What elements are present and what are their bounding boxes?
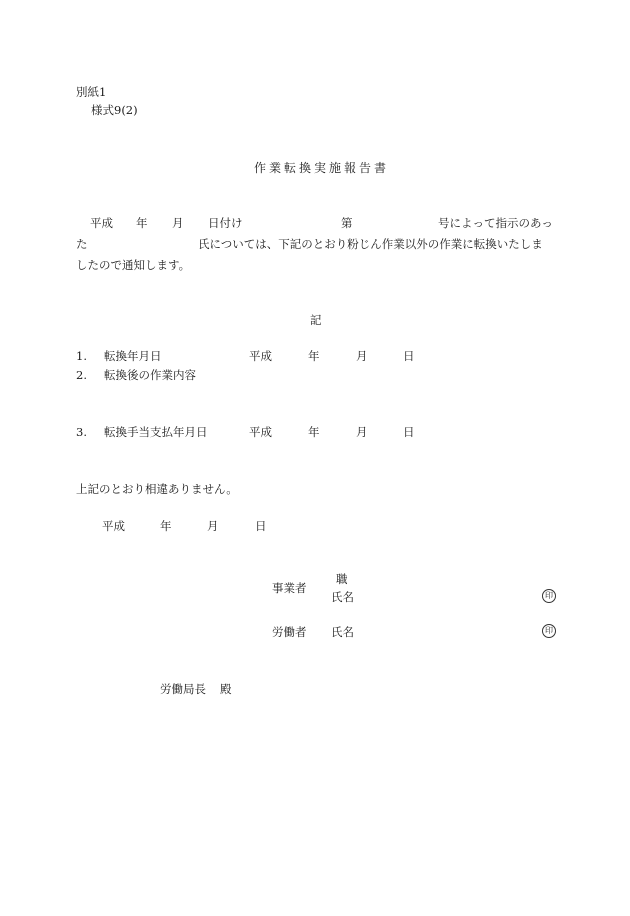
worker-name-label: 氏名 [331,625,354,639]
addressee-name: 労働局長 [160,682,206,696]
intro-line2-start: た [76,237,88,251]
item-3-year: 年 [308,425,320,439]
item-3-label: 転換手当支払年月日 [104,425,208,439]
employer-seal: 印 [542,589,556,603]
item-3-day: 日 [403,425,415,439]
item-1-month: 月 [356,349,368,363]
intro-month-unit: 月 [172,216,184,230]
item-1-number: 1. [76,349,87,363]
intro-line3: したので通知します。 [76,258,191,272]
annex-label: 別紙1 [76,85,107,99]
item-1-day: 日 [403,349,415,363]
employer-position-label: 職 [336,572,348,586]
ki-heading: 記 [310,313,322,327]
item-3-era: 平成 [249,425,272,439]
intro-gou-text: 号によって指示のあっ [438,216,553,230]
item-3-number: 3. [76,425,87,439]
confirmation-text: 上記のとおり相違ありません。 [76,482,238,496]
employer-label: 事業者 [272,581,307,595]
worker-seal: 印 [542,624,556,638]
date-era: 平成 [102,519,125,533]
item-2-number: 2. [76,368,87,382]
document-title: 作業転換実施報告書 [254,161,390,175]
item-1-label: 転換年月日 [104,349,162,363]
employer-name-label: 氏名 [331,590,354,604]
intro-dated: 日付け [208,216,243,230]
date-month: 月 [207,519,219,533]
date-year: 年 [160,519,172,533]
addressee-honorific: 殿 [220,682,232,696]
intro-era: 平成 [90,216,113,230]
date-day: 日 [255,519,267,533]
form-number: 様式9(2) [91,103,138,117]
intro-year-unit: 年 [136,216,148,230]
item-3-month: 月 [356,425,368,439]
worker-label: 労働者 [272,625,307,639]
item-2-label: 転換後の作業内容 [104,368,196,382]
item-1-era: 平成 [249,349,272,363]
intro-dai: 第 [341,216,353,230]
intro-line2-text: 氏については、下記のとおり粉じん作業以外の作業に転換いたしま [198,237,543,251]
item-1-year: 年 [308,349,320,363]
